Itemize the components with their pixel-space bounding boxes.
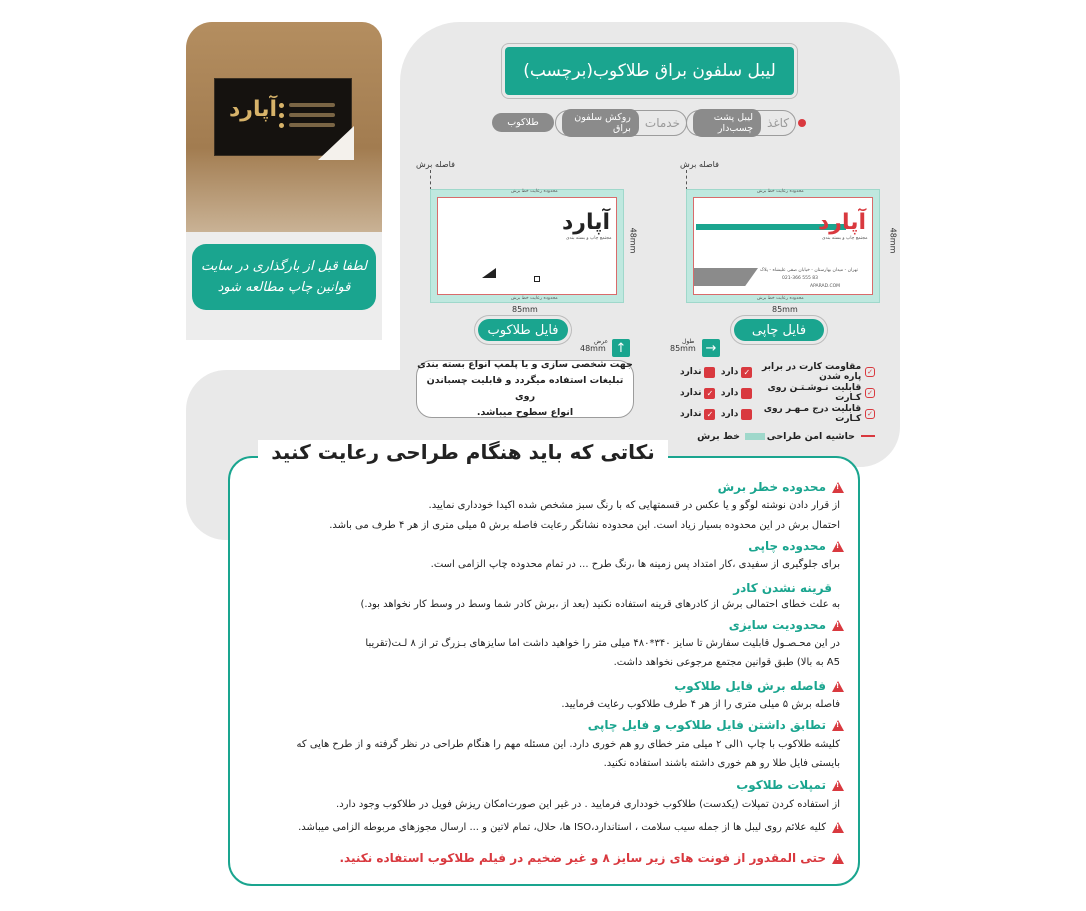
notice-line-2: قوانین چاپ مطالعه شود: [217, 280, 351, 295]
usage-line-1: جهت شخصی سازی و یا پلمپ انواع بسته بندی: [417, 359, 633, 370]
foil-zone-top: محدوده رعایت خط برش: [511, 189, 558, 194]
rule-text: از استفاده کردن تمپلات (یکدست) طلاکوب خودداری فرمایید . در غیر این صورت‌امکان ریزش فویل در طلاکوب وجود دارد.: [336, 799, 840, 810]
rules-heading: نکاتی که باید هنگام طراحی رعایت کنید: [258, 440, 668, 470]
safe-margin-swatch: [861, 435, 875, 437]
print-phone: 021-366 555 83: [782, 276, 818, 281]
service-value[interactable]: روکش سلفون براق: [562, 109, 639, 137]
print-file-badge: فایل چاپی: [734, 319, 824, 341]
warning-icon: [832, 482, 844, 493]
rule-title: ! محدوده چاپی: [748, 539, 844, 553]
usage-description: [416, 360, 634, 418]
foil-company-name: مجتمع چاپ و بسته بندی: [566, 236, 612, 241]
foil-height-caption: عرض: [594, 338, 609, 345]
rule-title: ! محدودیت سایزی: [729, 618, 844, 632]
license-note-text: کلیه علائم روی لیبل ها از جمله سیب سلامت ، استاندارد،ISO ها، حلال، تمام لاتین و ... ارسال مجوزهای مربوطه الزامی میباشد.: [298, 822, 826, 833]
dimension-line: [430, 170, 431, 190]
product-photo: [186, 22, 382, 232]
warning-icon: [832, 620, 844, 631]
rule-text: فاصله برش ۵ میلی متری را از هر ۴ طرف طلاکوب رعایت فرمایید.: [561, 699, 840, 710]
cut-line-swatch: [745, 433, 765, 440]
foil-zone-bottom: محدوده رعایت خط برش: [511, 296, 558, 301]
warning-icon: [832, 853, 844, 864]
usage-line-2: تبلیغات استفاده میگردد و قابلیت چسباندن روی: [426, 375, 624, 402]
arrow-up-icon: ↑: [612, 339, 630, 357]
warning-icon: [832, 541, 844, 552]
foil-height-value: 48mm: [580, 344, 606, 353]
foil-shape: [482, 268, 496, 278]
legend-safe-margin: حاشیه امن طراحی: [766, 430, 855, 442]
legend: [680, 428, 875, 444]
rule-text: به علت خطای احتمالی برش از کادرهای قرینه استفاده نکنید (بعد از ،برش کادر شما وسط در وسط کار نخواهد بود.): [360, 599, 840, 610]
foil-cut-margin-label: فاصله برش: [416, 160, 455, 169]
paper-option: [686, 110, 796, 136]
print-cut-margin-label: فاصله برش: [680, 160, 719, 169]
foil-file-badge: فایل طلاکوب: [478, 319, 568, 341]
arrow-right-icon: →: [702, 339, 720, 357]
feature-label: مقاومت کارت در برابر پاره شدن: [762, 362, 862, 382]
warning-icon: [832, 780, 844, 791]
foil-width-label: 85mm: [512, 305, 538, 314]
service-option: [555, 110, 687, 136]
foil-height-label: 48mm: [628, 227, 638, 254]
feature-icon: ✓: [867, 410, 874, 418]
rule-text: بایستی فایل طلا رو هم خوری داشته باشند استفاده نکنید.: [603, 758, 840, 769]
feature-icon: ✓: [867, 389, 874, 397]
print-address: تهران - میدان بهارستان - خیابان صفی علیشاه - پلاک: [760, 268, 858, 273]
warning-icon: [832, 822, 844, 833]
product-title: لیبل سلفون براق طلاکوب(برچسب): [505, 47, 794, 95]
feature-label: قابلیت درج مـهـر روی کـارت: [763, 404, 862, 424]
rule-title: ! تطابق داشتن فایل طلاکوب و فایل چاپی: [588, 718, 844, 732]
feature-row: [680, 364, 875, 380]
print-width-label: 85mm: [772, 305, 798, 314]
rule-text: کلیشه طلاکوب با چاپ ۱الی ۲ میلی متر خطای رو هم خوری دارد. این مسئله مهم را هنگام طراحی در نظر گرفته و از طرح هایی که: [296, 739, 840, 750]
print-zone-top: محدوده رعایت خط برش: [757, 189, 804, 194]
empty-box-icon: [741, 409, 752, 420]
rule-title: قرینه نشدن کادر: [733, 581, 832, 595]
service-label: خدمات: [644, 116, 680, 130]
final-warning: [339, 851, 844, 865]
rule-text: برای جلوگیری از سفیدی ،کار امتداد پس زمینه ها ،رنگ طرح ... در تمام محدوده چاپ الزامی است.: [430, 559, 840, 570]
print-website: APARAD.COM: [810, 284, 841, 289]
rule-title: ! تمپلات طلاکوب: [736, 778, 844, 792]
foil-logo: آپارد: [562, 210, 611, 235]
usage-line-3: انواع سطوح میباشد.: [476, 407, 574, 418]
license-note: [264, 822, 844, 833]
paper-label: کاغذ: [767, 116, 789, 130]
print-zone-bottom: محدوده رعایت خط برش: [757, 296, 804, 301]
print-diagram: [686, 189, 880, 303]
bullet-icon: [798, 119, 806, 127]
print-width-caption: طول: [682, 338, 695, 345]
paper-value[interactable]: لیبل پشت چسب‌دار: [693, 109, 761, 137]
feature-no: ندارد: [680, 409, 702, 419]
rule-text: از قرار دادن نوشته لوگو و یا عکس در قسمتهایی که با رنگ سبز مشخص شده اکیدا خودداری نمایید.: [428, 500, 840, 511]
print-height-label: 48mm: [888, 227, 898, 254]
feature-yes: دارد: [720, 409, 739, 419]
rule-text: احتمال برش در این محدوده بسیار زیاد است. این محدوده نشانگر رعایت فاصله برش ۵ میلی متری از هر ۴ طرف می باشد.: [329, 520, 840, 531]
warning-icon: [832, 720, 844, 731]
print-safe-area: [693, 197, 873, 295]
print-logo: آپارد: [818, 210, 867, 235]
feature-icon: ✓: [867, 368, 874, 376]
feature-yes: دارد: [720, 388, 739, 398]
print-grey-band: [694, 268, 758, 286]
foil-safe-area: [437, 197, 617, 295]
check-icon: ✓: [704, 388, 715, 399]
warning-icon: [832, 681, 844, 692]
foil-icon: [534, 276, 540, 282]
foil-diagram: [430, 189, 624, 303]
brand-logo: آپارد: [229, 97, 278, 122]
feature-yes: دارد: [720, 367, 739, 377]
feature-label: قابلیت نـوشـتـن روی کـارت: [767, 383, 862, 403]
business-card-sample: [214, 78, 352, 156]
print-company-name: مجتمع چاپ و بسته بندی: [822, 236, 868, 241]
foil-option[interactable]: طلاکوب: [492, 113, 554, 132]
rule-title: ! محدوده خطر برش: [718, 480, 844, 494]
check-icon: ✓: [741, 367, 752, 378]
rule-text: در این محـصـول قابلیت سفارش تا سایز ۳۴۰*۴۸۰ میلی متر را خواهید داشت اما سایزهای بـزرگ تر از ۸ لـت(تقریبا: [365, 638, 840, 649]
notice-line-1: لطفا قبل از بارگذاری در سایت: [201, 259, 367, 274]
rule-text: A5 به بالا) طبق قوانین مجتمع مرجوعی نخواهد داشت.: [613, 657, 840, 668]
feature-no: ندارد: [680, 367, 702, 377]
legend-cut-line: خط برش: [697, 430, 740, 442]
empty-box-icon: [741, 388, 752, 399]
feature-row: [680, 406, 875, 422]
rule-title: ! فاصله برش فایل طلاکوب: [674, 679, 844, 693]
upload-notice: [192, 244, 376, 310]
feature-no: ندارد: [680, 388, 702, 398]
empty-box-icon: [704, 367, 715, 378]
feature-row: [680, 385, 875, 401]
dimension-line: [686, 170, 687, 190]
check-icon: ✓: [704, 409, 715, 420]
final-warning-text: حتی المقدور از فونت های زیر سایز ۸ و غیر ضخیم در فیلم طلاکوب استفاده نکنید.: [339, 851, 826, 865]
print-width-value: 85mm: [670, 344, 696, 353]
